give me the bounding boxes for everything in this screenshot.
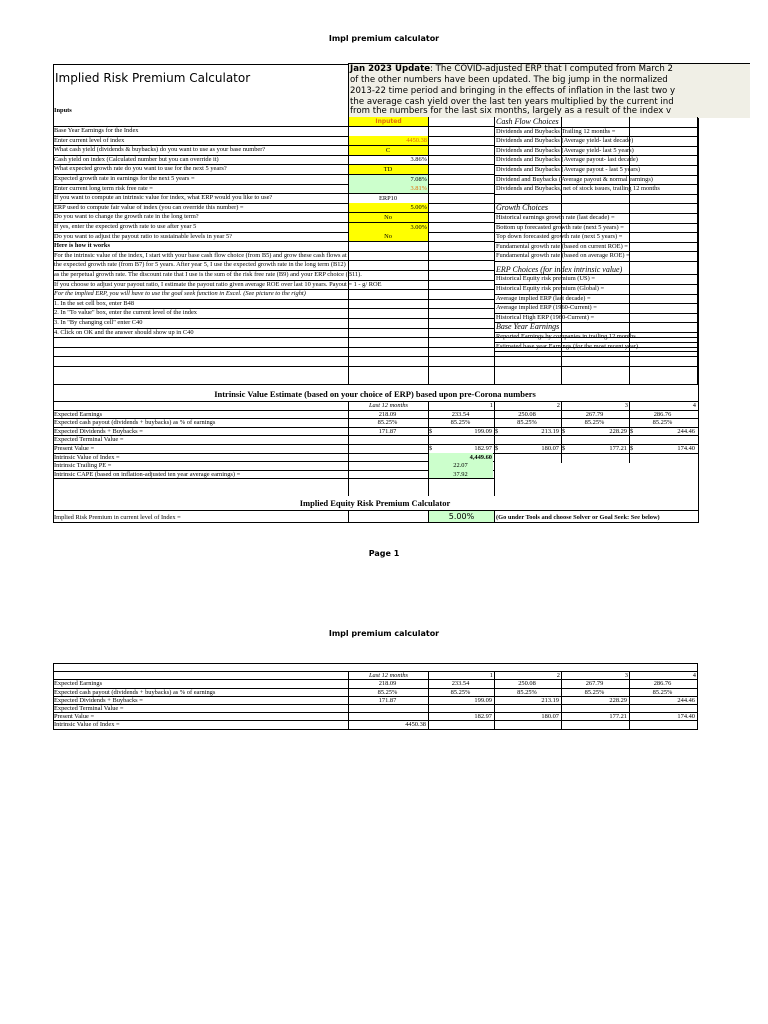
page2-val-2-2: 213.19 (541, 696, 559, 704)
input-value-0[interactable] (349, 127, 428, 136)
cash_flow_choices-item-2: Dividends and Buybacks (Average yield- last 5 years) (496, 146, 634, 154)
intrinsic-dollar-4-3: $ (562, 445, 566, 452)
input-label-9: Do you want to change the growth rate in the long term? (54, 213, 199, 221)
grid-line (629, 401, 630, 463)
grid-line (53, 356, 698, 357)
how-line-8: 4. Click on OK and the answer should show up in C40 (54, 328, 194, 336)
page2-label-3: Expected Terminal Value = (54, 705, 124, 712)
input-value-1[interactable]: 4450.38 (349, 136, 428, 145)
page2-val-4-1: 182.97 (474, 713, 492, 721)
page2-val-1-1: 85.25% (450, 688, 471, 696)
update-line-0: : The COVID-adjusted ERP that I computed from March 2 (430, 64, 674, 74)
page2-header: Impl premium calculator (328, 629, 440, 638)
input-label-11: Do you want to adjust the payout ratio to sustainable levels in year 5? (54, 232, 233, 240)
input-label-1: Enter current level of index (54, 136, 125, 144)
intrinsic-label-0: Expected Earnings (54, 410, 103, 418)
intrinsic-val-4-3: 177.21 (609, 445, 627, 452)
intrinsic-val-5-1: 4,449.60 (429, 453, 493, 462)
intrinsic-dollar-2-2: $ (495, 427, 499, 435)
page2-col-year-3: 4 (692, 672, 696, 680)
page2-val-0-2: 250.08 (518, 680, 536, 688)
intrinsic-val-1-0: 85.25% (377, 419, 398, 427)
page-header: Impl premium calculator (328, 34, 440, 43)
grid-line (494, 351, 698, 352)
input-value-5[interactable]: 7.08% (349, 175, 428, 184)
update-line-3: the average cash yield over the last ten years multiplied by the current ind (350, 97, 674, 107)
intrinsic-heading: Intrinsic Value Estimate (based on your choice of ERP) based upon pre-Corona numbers (214, 389, 536, 399)
intrinsic-dollar-4-4: $ (630, 445, 634, 452)
growth_choices-item-2: Top down forecasted growth rate (next 5 years) = (496, 233, 623, 241)
erp_choices-item-0: Historical Equity risk premium (US) = (496, 275, 595, 283)
input-label-10: If yes, enter the expected growth rate to use after year 5 (54, 223, 197, 230)
intrinsic-label-5: Intrinsic Value of Index = (54, 453, 120, 461)
input-label-5: Expected growth rate in earnings for the next 5 years = (54, 175, 195, 182)
page2-val-0-0: 218.09 (378, 680, 397, 688)
cash_flow_choices-item-1: Dividends and Buybacks (Average yield- last decade) (496, 137, 634, 145)
intrinsic-val-2-3: 228.29 (609, 427, 627, 435)
inputed-header: Inputed (349, 117, 428, 126)
update-note (348, 63, 750, 118)
page2-label-2: Expected Dividends + Buybacks = (54, 696, 143, 704)
grid-line (53, 366, 698, 367)
page2-val-0-3: 267.79 (585, 680, 604, 688)
page2-val-5-0: 4450.38 (405, 721, 426, 729)
cash_flow_choices-item-0: Dividends and Buybacks Trailing 12 months = (496, 127, 616, 135)
page2-val-4-2: 180.07 (541, 713, 559, 721)
intrinsic-val-1-2: 85.25% (517, 419, 537, 427)
intrinsic-val-2-4: 244.46 (677, 427, 695, 435)
calculator-title: Implied Risk Premium Calculator (55, 71, 251, 85)
implied-label: Implied Risk Premium in current level of Index = (54, 514, 181, 521)
cash_flow_choices-item-5: Dividend and Buybacks (Average payout & normal earnings) (496, 175, 653, 183)
intrinsic-val-4-2: 180.07 (541, 445, 559, 452)
intrinsic-col-year-0: 1 (489, 402, 493, 409)
cash_flow_choices-item-6: Dividends and Buybacks, net of stock issues, trailing 12 months (496, 185, 660, 193)
page2-val-2-4: 244.46 (677, 696, 695, 704)
input-value-10[interactable]: 3.00% (349, 223, 428, 232)
grid-line (561, 401, 562, 463)
intrinsic-val-1-1: 85.25% (450, 419, 471, 427)
implied-note: (Go under Tools and choose Solver or Goal Seek: See below) (496, 514, 660, 521)
how-line-7: 3. In "By changing cell" enter C40 (54, 319, 143, 326)
erp_choices-item-1: Historical Equity risk premium (Global) = (496, 285, 605, 293)
page2-col-last12: Last 12 months (368, 672, 409, 680)
page2-col-year-2: 3 (624, 672, 628, 680)
page2-label-4: Present Value = (54, 713, 95, 721)
cash_flow_choices-item-4: Dividends and Buybacks (Average payout - last 5 years) (496, 166, 640, 173)
input-value-4[interactable]: TD (349, 165, 428, 174)
grid-line (494, 671, 495, 728)
intrinsic-val-2-1: 199.09 (474, 427, 492, 435)
grid-line (561, 671, 562, 728)
input-value-7[interactable]: ERP10 (378, 194, 398, 202)
grid-line (348, 401, 349, 496)
input-value-6[interactable]: 3.81% (349, 184, 428, 193)
intrinsic-label-7: Intrinsic CAPE (based on inflation-adjusted ten year average earnings) = (54, 470, 241, 478)
page2-label-5: Intrinsic Value of Index = (54, 721, 120, 729)
how-line-6: 2. In "To value" box, enter the current level of the index (54, 309, 198, 317)
input-label-4: What expected growth rate do you want to use for the next 5 years? (54, 165, 227, 173)
intrinsic-col-year-2: 3 (624, 402, 628, 409)
page2-val-4-4: 174.40 (677, 713, 695, 721)
update-lead: Jan 2023 Update (350, 64, 431, 74)
intrinsic-val-7-1: 37.92 (429, 470, 493, 479)
grid-line (629, 671, 630, 728)
intrinsic-col-year-1: 2 (556, 402, 560, 409)
growth_choices-item-3: Fundamental growth rate (based on current ROE) = (496, 242, 628, 250)
growth_choices-item-4: Fundamental growth rate (based on average ROE) = (496, 252, 630, 260)
grid-line (348, 671, 349, 728)
intrinsic-val-0-0: 218.09 (378, 410, 397, 418)
page2-col-year-0: 1 (489, 672, 493, 680)
page2-label-1: Expected cash payout (dividends + buybacks) as % of earnings (54, 688, 216, 696)
input-label-8: ERP used to compute fair value of index (you can override this number) = (54, 203, 244, 211)
page2-val-0-1: 233.54 (451, 680, 470, 688)
grid-line (494, 194, 698, 195)
intrinsic-col-year-3: 4 (692, 402, 696, 409)
how-line-1: the expected growth rate (from B7) for 5 years. After year 5, I use the expected growth rate in the long term (B12) (54, 261, 346, 269)
page2-col-year-1: 2 (556, 672, 560, 680)
how-line-5: 1. In the set cell box, enter B48 (54, 299, 135, 307)
intrinsic-dollar-4-2: $ (495, 445, 499, 452)
cash_flow_choices-item-3: Dividends and Buybacks (Average payout- last decade) (496, 156, 638, 164)
how-line-3: If you choose to adjust your payout ratio, I estimate the payout ratio given average ROE over last 10 years. Payout = 1 - g/ ROE (54, 280, 382, 288)
update-line-2: 2013-22 time period and bringing in the effects of inflation in the last two y (350, 86, 676, 96)
input-value-2[interactable]: C (349, 146, 428, 155)
update-line-4: from the numbers for the last six months, largely as a result of the index v (350, 106, 672, 116)
page-footer: Page 1 (368, 549, 400, 558)
grid-line (697, 117, 698, 384)
input-value-8[interactable]: 5.00% (349, 203, 428, 212)
base_year_earnings-item-1: Estimated base year Earnings (for the most recent year) (496, 342, 638, 350)
intrinsic-val-6-1: 22.07 (429, 461, 493, 470)
intrinsic-dollar-4-1: $ (429, 445, 433, 452)
intrinsic-val-2-2: 213.19 (541, 427, 559, 435)
intrinsic-val-0-2: 250.08 (518, 410, 536, 418)
erp_choices-item-2: Average implied ERP (last decade) = (496, 294, 591, 302)
intrinsic-label-1: Expected cash payout (dividends + buybacks) as % of earnings (54, 419, 216, 427)
intrinsic-val-2-0: 171.87 (378, 427, 397, 435)
page2-val-1-4: 85.25% (652, 688, 673, 696)
intrinsic-val-1-3: 85.25% (584, 419, 605, 427)
how-line-2: as the perpetual growth rate. The discount rate that I use is the sum of the risk free rate (B9) and your ERP choice (B11). (54, 271, 362, 278)
inputs-heading: Inputs (54, 107, 72, 114)
intrinsic-val-4-1: 182.97 (474, 445, 492, 452)
intrinsic-dollar-2-1: $ (429, 427, 433, 435)
implied-heading: Implied Equity Risk Premium Calculator (299, 498, 451, 508)
growth_choices-item-0: Historical earnings growth rate (last decade) = (496, 214, 615, 221)
input-value-11[interactable]: No (349, 232, 428, 241)
intrinsic-val-0-4: 286.76 (653, 410, 672, 418)
input-label-7: If you want to compute an intrinsic value for index, what ERP would you like to use? (54, 194, 273, 202)
page2-label-0: Expected Earnings (54, 680, 103, 688)
page2-val-0-4: 286.76 (653, 680, 672, 688)
page2-val-1-3: 85.25% (584, 688, 605, 696)
input-label-0: Base Year Earnings for the Index (54, 127, 139, 134)
grid-line (53, 241, 495, 242)
input-label-2: What cash yield (dividends & buybacks) do you want to use as your base number? (54, 146, 266, 154)
grid-line (53, 663, 698, 664)
erp_choices-item-3: Average implied ERP (1960-Current) = (496, 304, 597, 312)
intrinsic-dollar-2-4: $ (630, 427, 634, 435)
intrinsic-col-last12: Last 12 months (368, 402, 409, 409)
page2-val-2-0: 171.87 (378, 696, 397, 704)
input-value-9[interactable]: No (349, 213, 428, 222)
intrinsic-label-4: Present Value = (54, 445, 95, 452)
intrinsic-label-3: Expected Terminal Value = (54, 436, 124, 444)
growth_choices-item-1: Bottom up forecasted growth rate (next 5 years) = (496, 223, 624, 231)
intrinsic-val-0-3: 267.79 (585, 410, 604, 418)
page2-val-1-0: 85.25% (377, 688, 398, 696)
how-heading: Here is how it works (54, 242, 110, 250)
page2-val-2-3: 228.29 (609, 696, 627, 704)
input-value-3[interactable]: 3.86% (410, 156, 427, 164)
growth_choices-heading: Growth Choices (496, 203, 548, 213)
erp_choices-item-4: Historical High ERP (1960-Current) = (496, 313, 595, 321)
page2-val-2-1: 199.09 (474, 696, 492, 704)
how-line-4: For the implied ERP, you will have to use the goal seek function in Excel. (See picture to the right) (54, 290, 306, 298)
grid-line (428, 401, 429, 496)
intrinsic-dollar-2-3: $ (562, 427, 566, 435)
page2-val-4-3: 177.21 (609, 713, 627, 721)
grid-line (494, 261, 698, 262)
how-line-0: For the intrinsic value of the index, I start with your base cash flow choice (from B5) and grow these cash flows at (54, 251, 347, 259)
cash_flow_choices-heading: Cash Flow Choices (496, 117, 559, 126)
grid-line (53, 729, 698, 730)
grid-line (428, 671, 429, 728)
base_year_earnings-heading: Base Year Earnings (496, 322, 560, 332)
input-label-6: Enter current long term risk free rate = (54, 184, 153, 192)
intrinsic-val-1-4: 85.25% (652, 419, 673, 427)
grid-line (494, 401, 495, 496)
input-label-3: Cash yield on index (Calculated number but you can override it) (54, 155, 219, 163)
base_year_earnings-item-0: Reported Earnings by companies in trailing 12 months (496, 333, 636, 341)
update-line-1: of the other numbers have been updated. The big jump in the normalized (350, 75, 668, 85)
intrinsic-val-0-1: 233.54 (451, 410, 470, 418)
grid-line (561, 117, 562, 384)
intrinsic-label-2: Expected Dividends + Buybacks = (54, 427, 143, 435)
page2-val-1-2: 85.25% (517, 688, 537, 696)
implied-erp-value[interactable]: 5.00% (429, 511, 494, 522)
erp_choices-heading: ERP Choices (for index intrinsic value) (496, 264, 623, 274)
intrinsic-val-4-4: 174.40 (677, 445, 695, 452)
intrinsic-label-6: Intrinsic Trailing PE = (54, 462, 112, 470)
grid-line (629, 117, 630, 384)
